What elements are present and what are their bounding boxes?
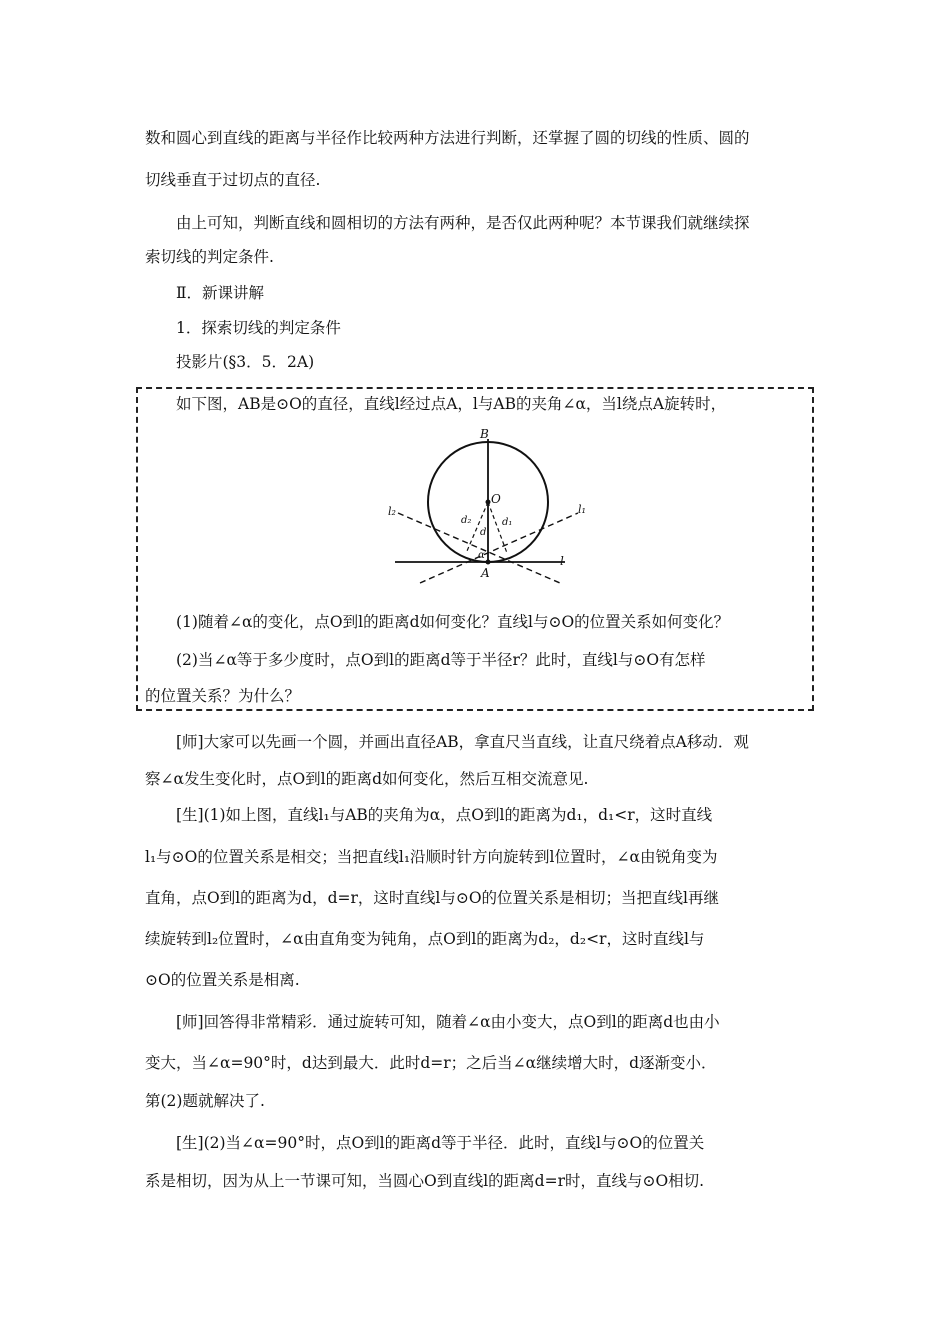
teacher-line: 第(2)题就解决了. (145, 1092, 265, 1110)
label-l: l (560, 554, 564, 568)
label-alpha: α (478, 550, 485, 561)
point-a (486, 560, 491, 565)
label-o: O (491, 492, 501, 506)
label-a: A (481, 566, 490, 580)
circle-tangent-figure (370, 425, 586, 585)
student-line: 续旋转到l₂位置时，∠α由直角变为钝角，点O到l的距离为d₂，d₂<r，这时直线l与 (145, 930, 705, 948)
projection-label: 投影片(§3．5．2A) (176, 353, 315, 371)
student-line: l₁与⊙O的位置关系是相交；当把直线l₁沿顺时针方向旋转到l位置时，∠α由锐角变为 (145, 848, 718, 866)
box-question-2: (2)当∠α等于多少度时，点O到l的距离d等于半径r？此时，直线l与⊙O有怎样 (176, 651, 706, 669)
teacher-line: 变大，当∠α=90°时，d达到最大．此时d=r；之后当∠α继续增大时，d逐渐变小． (145, 1054, 717, 1072)
box-question-1: (1)随着∠α的变化，点O到l的距离d如何变化？直线l与⊙O的位置关系如何变化？ (176, 613, 730, 631)
student-line: 直角，点O到l的距离为d，d=r，这时直线l与⊙O的位置关系是相切；当把直线l再继 (145, 889, 720, 907)
center-point (486, 500, 491, 505)
teacher-line: [师]回答得非常精彩．通过旋转可知，随着∠α由小变大，点O到l的距离d也由小 (176, 1013, 720, 1031)
box-intro: 如下图，AB是⊙O的直径，直线l经过点A，l与AB的夹角∠α，当l绕点A旋转时， (176, 395, 727, 413)
subheading: 1．探索切线的判定条件 (176, 319, 341, 337)
paragraph-line: 由上可知，判断直线和圆相切的方法有两种，是否仅此两种呢？本节课我们就继续探 (176, 214, 750, 232)
student-line: [生](1)如上图，直线l₁与AB的夹角为α，点O到l的距离为d₁，d₁<r，这时直线 (176, 806, 713, 824)
label-b: B (480, 427, 489, 441)
student-line: 系是相切，因为从上一节课可知，当圆心O到直线l的距离d=r时，直线与⊙O相切. (145, 1172, 705, 1190)
teacher-line: 察∠α发生变化时，点O到l的距离d如何变化，然后互相交流意见. (145, 770, 589, 788)
paragraph-line: 数和圆心到直线的距离与半径作比较两种方法进行判断，还掌握了圆的切线的性质、圆的 (145, 129, 750, 147)
student-line: [生](2)当∠α=90°时，点O到l的距离d等于半径．此时，直线l与⊙O的位置关 (176, 1134, 705, 1152)
line-l1 (420, 513, 578, 583)
label-d: d (480, 527, 487, 538)
teacher-line: [师]大家可以先画一个圆，并画出直径AB，拿直尺当直线，让直尺绕着点A移动．观 (176, 733, 749, 751)
label-d1: d₁ (502, 517, 513, 528)
student-line: ⊙O的位置关系是相离. (145, 971, 300, 989)
section-heading: Ⅱ．新课讲解 (176, 284, 265, 302)
label-l1: l₁ (578, 503, 586, 516)
label-d2: d₂ (461, 515, 472, 526)
label-l2: l₂ (388, 505, 396, 518)
box-question-2-cont: 的位置关系？为什么？ (145, 687, 301, 705)
paragraph-line: 切线垂直于过切点的直径. (145, 171, 321, 189)
paragraph-line: 索切线的判定条件. (145, 248, 274, 266)
